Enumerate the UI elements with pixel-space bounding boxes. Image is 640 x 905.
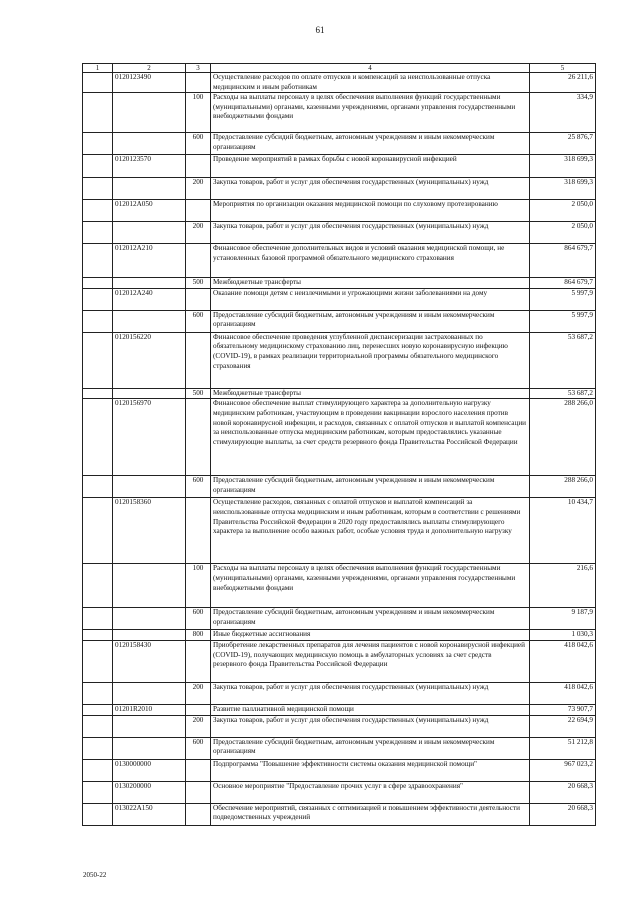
expense-type-cell xyxy=(186,803,211,825)
item-name-cell: Предоставление субсидий бюджетным, автономным учреждениям и иным некоммерческим организациям xyxy=(211,737,530,759)
table-row xyxy=(83,133,596,155)
table-row xyxy=(83,476,596,498)
expense-type-cell xyxy=(186,332,211,388)
table-row xyxy=(83,498,596,564)
expense-type-cell xyxy=(186,200,211,222)
amount-cell: 20 668,3 xyxy=(530,781,596,803)
expense-type-cell: 100 xyxy=(186,564,211,608)
expense-type-cell: 100 xyxy=(186,93,211,133)
amount-cell: 288 266,0 xyxy=(530,399,596,476)
item-name-cell: Межбюджетные трансферты xyxy=(211,278,530,289)
budget-code-cell xyxy=(113,93,186,133)
item-name-cell: Подпрограмма "Повышение эффективности системы оказания медицинской помощи" xyxy=(211,759,530,781)
row-number-cell xyxy=(83,704,113,715)
table-row xyxy=(83,200,596,222)
row-number-cell xyxy=(83,93,113,133)
amount-cell: 5 997,9 xyxy=(530,288,596,310)
row-number-cell xyxy=(83,200,113,222)
budget-code-cell: 012012А240 xyxy=(113,288,186,310)
row-number-cell xyxy=(83,715,113,737)
budget-code-cell xyxy=(113,737,186,759)
budget-code-cell xyxy=(113,682,186,704)
amount-cell: 22 694,9 xyxy=(530,715,596,737)
expense-type-cell: 600 xyxy=(186,310,211,332)
column-header-5: 5 xyxy=(530,64,596,73)
row-number-cell xyxy=(83,178,113,200)
row-number-cell xyxy=(83,737,113,759)
item-name-cell: Обеспечение мероприятий, связанных с оптимизацией и повышением эффективности деятельности подведомственных учреждений xyxy=(211,803,530,825)
column-header-1: 1 xyxy=(83,64,113,73)
expense-type-cell: 200 xyxy=(186,682,211,704)
footer-code: 2050-22 xyxy=(83,871,107,879)
table-row xyxy=(83,178,596,200)
amount-cell: 26 211,6 xyxy=(530,73,596,93)
amount-cell: 25 876,7 xyxy=(530,133,596,155)
expense-type-cell: 800 xyxy=(186,630,211,641)
item-name-cell: Предоставление субсидий бюджетным, автономным учреждениям и иным некоммерческим организациям xyxy=(211,133,530,155)
header-row xyxy=(83,64,596,73)
table-row xyxy=(83,640,596,682)
item-name-cell: Финансовое обеспечение дополнительных видов и условий оказания медицинской помощи, не установленных базовой программой обязательного медицинского страхования xyxy=(211,244,530,278)
amount-cell: 216,6 xyxy=(530,564,596,608)
table-row xyxy=(83,388,596,399)
item-name-cell: Предоставление субсидий бюджетным, автономным учреждениям и иным некоммерческим организациям xyxy=(211,476,530,498)
table-row xyxy=(83,73,596,93)
row-number-cell xyxy=(83,288,113,310)
column-header-2: 2 xyxy=(113,64,186,73)
item-name-cell: Финансовое обеспечение выплат стимулирующего характера за дополнительную нагрузку медицинским работникам, участвующим в проведении вакцинации взрослого населения против новой коронавирусной инфекции, и расходов, связанных с оплатой отпусков и выплатой компенсации за неиспользованные отпуска медицинским работникам, которым предоставлялись указанные стимулирующие выплаты, за счет средств резервного фонда Правительства Российской Федерации xyxy=(211,399,530,476)
amount-cell: 864 679,7 xyxy=(530,278,596,289)
item-name-cell: Предоставление субсидий бюджетным, автономным учреждениям и иным некоммерческим организациям xyxy=(211,310,530,332)
table-row xyxy=(83,332,596,388)
row-number-cell xyxy=(83,332,113,388)
budget-code-cell: 0120158430 xyxy=(113,640,186,682)
expense-type-cell xyxy=(186,704,211,715)
budget-code-cell: 0120123570 xyxy=(113,155,186,178)
table-row xyxy=(83,244,596,278)
item-name-cell: Иные бюджетные ассигнования xyxy=(211,630,530,641)
budget-code-cell: 0120123490 xyxy=(113,73,186,93)
column-header-3: 3 xyxy=(186,64,211,73)
budget-code-cell xyxy=(113,476,186,498)
amount-cell: 318 699,3 xyxy=(530,155,596,178)
item-name-cell: Расходы на выплаты персоналу в целях обеспечения выполнения функций государственными (муниципальными) органами, казенными учреждениями, органами управления государственными внебюджетными фондами xyxy=(211,93,530,133)
row-number-cell xyxy=(83,608,113,630)
table-row xyxy=(83,630,596,641)
row-number-cell xyxy=(83,73,113,93)
row-number-cell xyxy=(83,803,113,825)
row-number-cell xyxy=(83,222,113,244)
budget-code-cell: 01201R2010 xyxy=(113,704,186,715)
amount-cell: 51 212,8 xyxy=(530,737,596,759)
budget-code-cell xyxy=(113,178,186,200)
amount-cell: 73 907,7 xyxy=(530,704,596,715)
item-name-cell: Межбюджетные трансферты xyxy=(211,388,530,399)
table-row xyxy=(83,399,596,476)
item-name-cell: Оказание помощи детям с неизлечимыми и угрожающими жизни заболеваниями на дому xyxy=(211,288,530,310)
amount-cell: 967 023,2 xyxy=(530,759,596,781)
budget-table xyxy=(82,63,596,826)
expense-type-cell: 500 xyxy=(186,388,211,399)
expense-type-cell: 600 xyxy=(186,737,211,759)
budget-code-cell xyxy=(113,222,186,244)
row-number-cell xyxy=(83,781,113,803)
expense-type-cell xyxy=(186,640,211,682)
item-name-cell: Закупка товаров, работ и услуг для обеспечения государственных (муниципальных) нужд xyxy=(211,682,530,704)
budget-code-cell xyxy=(113,278,186,289)
budget-code-cell xyxy=(113,630,186,641)
item-name-cell: Осуществление расходов по оплате отпусков и компенсаций за неиспользованные отпуска медицинским и иным работникам xyxy=(211,73,530,93)
row-number-cell xyxy=(83,399,113,476)
table-row xyxy=(83,781,596,803)
budget-code-cell xyxy=(113,310,186,332)
amount-cell: 334,9 xyxy=(530,93,596,133)
row-number-cell xyxy=(83,244,113,278)
expense-type-cell xyxy=(186,498,211,564)
amount-cell: 418 042,6 xyxy=(530,640,596,682)
amount-cell: 20 668,3 xyxy=(530,803,596,825)
table-row xyxy=(83,310,596,332)
table-row xyxy=(83,155,596,178)
amount-cell: 2 050,0 xyxy=(530,222,596,244)
item-name-cell: Расходы на выплаты персоналу в целях обеспечения выполнения функций государственными (муниципальными) органами, казенными учреждениями, органами управления государственными внебюджетными фондами xyxy=(211,564,530,608)
expense-type-cell: 500 xyxy=(186,278,211,289)
budget-code-cell: 013022А150 xyxy=(113,803,186,825)
table-row xyxy=(83,564,596,608)
expense-type-cell: 600 xyxy=(186,133,211,155)
row-number-cell xyxy=(83,640,113,682)
budget-code-cell: 0120156220 xyxy=(113,332,186,388)
table-row xyxy=(83,682,596,704)
table-row xyxy=(83,803,596,825)
amount-cell: 9 187,9 xyxy=(530,608,596,630)
budget-code-cell: 0130000000 xyxy=(113,759,186,781)
table-row xyxy=(83,608,596,630)
item-name-cell: Финансовое обеспечение проведения углубленной диспансеризации застрахованных по обязательному медицинскому страхованию лиц, перенесших новую коронавирусную инфекцию (COVID-19), в рамках реализации территориальной программы обязательного медицинского страхования xyxy=(211,332,530,388)
budget-code-cell: 0120158360 xyxy=(113,498,186,564)
amount-cell: 53 687,2 xyxy=(530,332,596,388)
expense-type-cell: 200 xyxy=(186,222,211,244)
row-number-cell xyxy=(83,682,113,704)
item-name-cell: Основное мероприятие "Предоставление прочих услуг в сфере здравоохранения" xyxy=(211,781,530,803)
row-number-cell xyxy=(83,155,113,178)
amount-cell: 10 434,7 xyxy=(530,498,596,564)
expense-type-cell xyxy=(186,155,211,178)
column-header-4: 4 xyxy=(211,64,530,73)
expense-type-cell xyxy=(186,781,211,803)
budget-code-cell xyxy=(113,133,186,155)
expense-type-cell: 200 xyxy=(186,715,211,737)
expense-type-cell: 600 xyxy=(186,608,211,630)
item-name-cell: Приобретение лекарственных препаратов для лечения пациентов с новой коронавирусной инфекцией (COVID-19), получающих медицинскую помощь в амбулаторных условиях за счет средств резервного фонда Правительства Российской Федерации xyxy=(211,640,530,682)
budget-code-cell xyxy=(113,388,186,399)
budget-code-cell xyxy=(113,608,186,630)
amount-cell: 2 050,0 xyxy=(530,200,596,222)
amount-cell: 1 030,3 xyxy=(530,630,596,641)
expense-type-cell: 600 xyxy=(186,476,211,498)
expense-type-cell xyxy=(186,399,211,476)
table-row xyxy=(83,222,596,244)
expense-type-cell xyxy=(186,288,211,310)
table-row xyxy=(83,93,596,133)
amount-cell: 864 679,7 xyxy=(530,244,596,278)
row-number-cell xyxy=(83,564,113,608)
row-number-cell xyxy=(83,630,113,641)
budget-code-cell xyxy=(113,715,186,737)
table-row xyxy=(83,288,596,310)
budget-code-cell: 012012А210 xyxy=(113,244,186,278)
row-number-cell xyxy=(83,476,113,498)
budget-code-cell: 012012А050 xyxy=(113,200,186,222)
item-name-cell: Мероприятия по организации оказания медицинской помощи по слуховому протезированию xyxy=(211,200,530,222)
amount-cell: 288 266,0 xyxy=(530,476,596,498)
row-number-cell xyxy=(83,388,113,399)
item-name-cell: Закупка товаров, работ и услуг для обеспечения государственных (муниципальных) нужд xyxy=(211,715,530,737)
expense-type-cell xyxy=(186,244,211,278)
row-number-cell xyxy=(83,310,113,332)
table-row xyxy=(83,737,596,759)
amount-cell: 53 687,2 xyxy=(530,388,596,399)
item-name-cell: Закупка товаров, работ и услуг для обеспечения государственных (муниципальных) нужд xyxy=(211,178,530,200)
item-name-cell: Развитие паллиативной медицинской помощи xyxy=(211,704,530,715)
row-number-cell xyxy=(83,278,113,289)
amount-cell: 318 699,3 xyxy=(530,178,596,200)
budget-code-cell: 0130200000 xyxy=(113,781,186,803)
item-name-cell: Осуществление расходов, связанных с оплатой отпусков и выплатой компенсаций за неиспользованные отпуска медицинским и иным работникам, которым в соответствии с решениями Правительства Российской Федерации в 2020 году предоставлялись выплаты стимулирующего характера за выполнение особо важных работ, особые условия труда и дополнительную нагрузку xyxy=(211,498,530,564)
item-name-cell: Проведение мероприятий в рамках борьбы с новой коронавирусной инфекцией xyxy=(211,155,530,178)
item-name-cell: Предоставление субсидий бюджетным, автономным учреждениям и иным некоммерческим организациям xyxy=(211,608,530,630)
expense-type-cell xyxy=(186,759,211,781)
page-number: 61 xyxy=(315,25,325,35)
table-row xyxy=(83,704,596,715)
expense-type-cell: 200 xyxy=(186,178,211,200)
row-number-cell xyxy=(83,759,113,781)
budget-code-cell: 0120156970 xyxy=(113,399,186,476)
amount-cell: 418 042,6 xyxy=(530,682,596,704)
item-name-cell: Закупка товаров, работ и услуг для обеспечения государственных (муниципальных) нужд xyxy=(211,222,530,244)
table-row xyxy=(83,715,596,737)
table-row xyxy=(83,278,596,289)
table-row xyxy=(83,759,596,781)
expense-type-cell xyxy=(186,73,211,93)
amount-cell: 5 997,9 xyxy=(530,310,596,332)
budget-code-cell xyxy=(113,564,186,608)
row-number-cell xyxy=(83,133,113,155)
row-number-cell xyxy=(83,498,113,564)
